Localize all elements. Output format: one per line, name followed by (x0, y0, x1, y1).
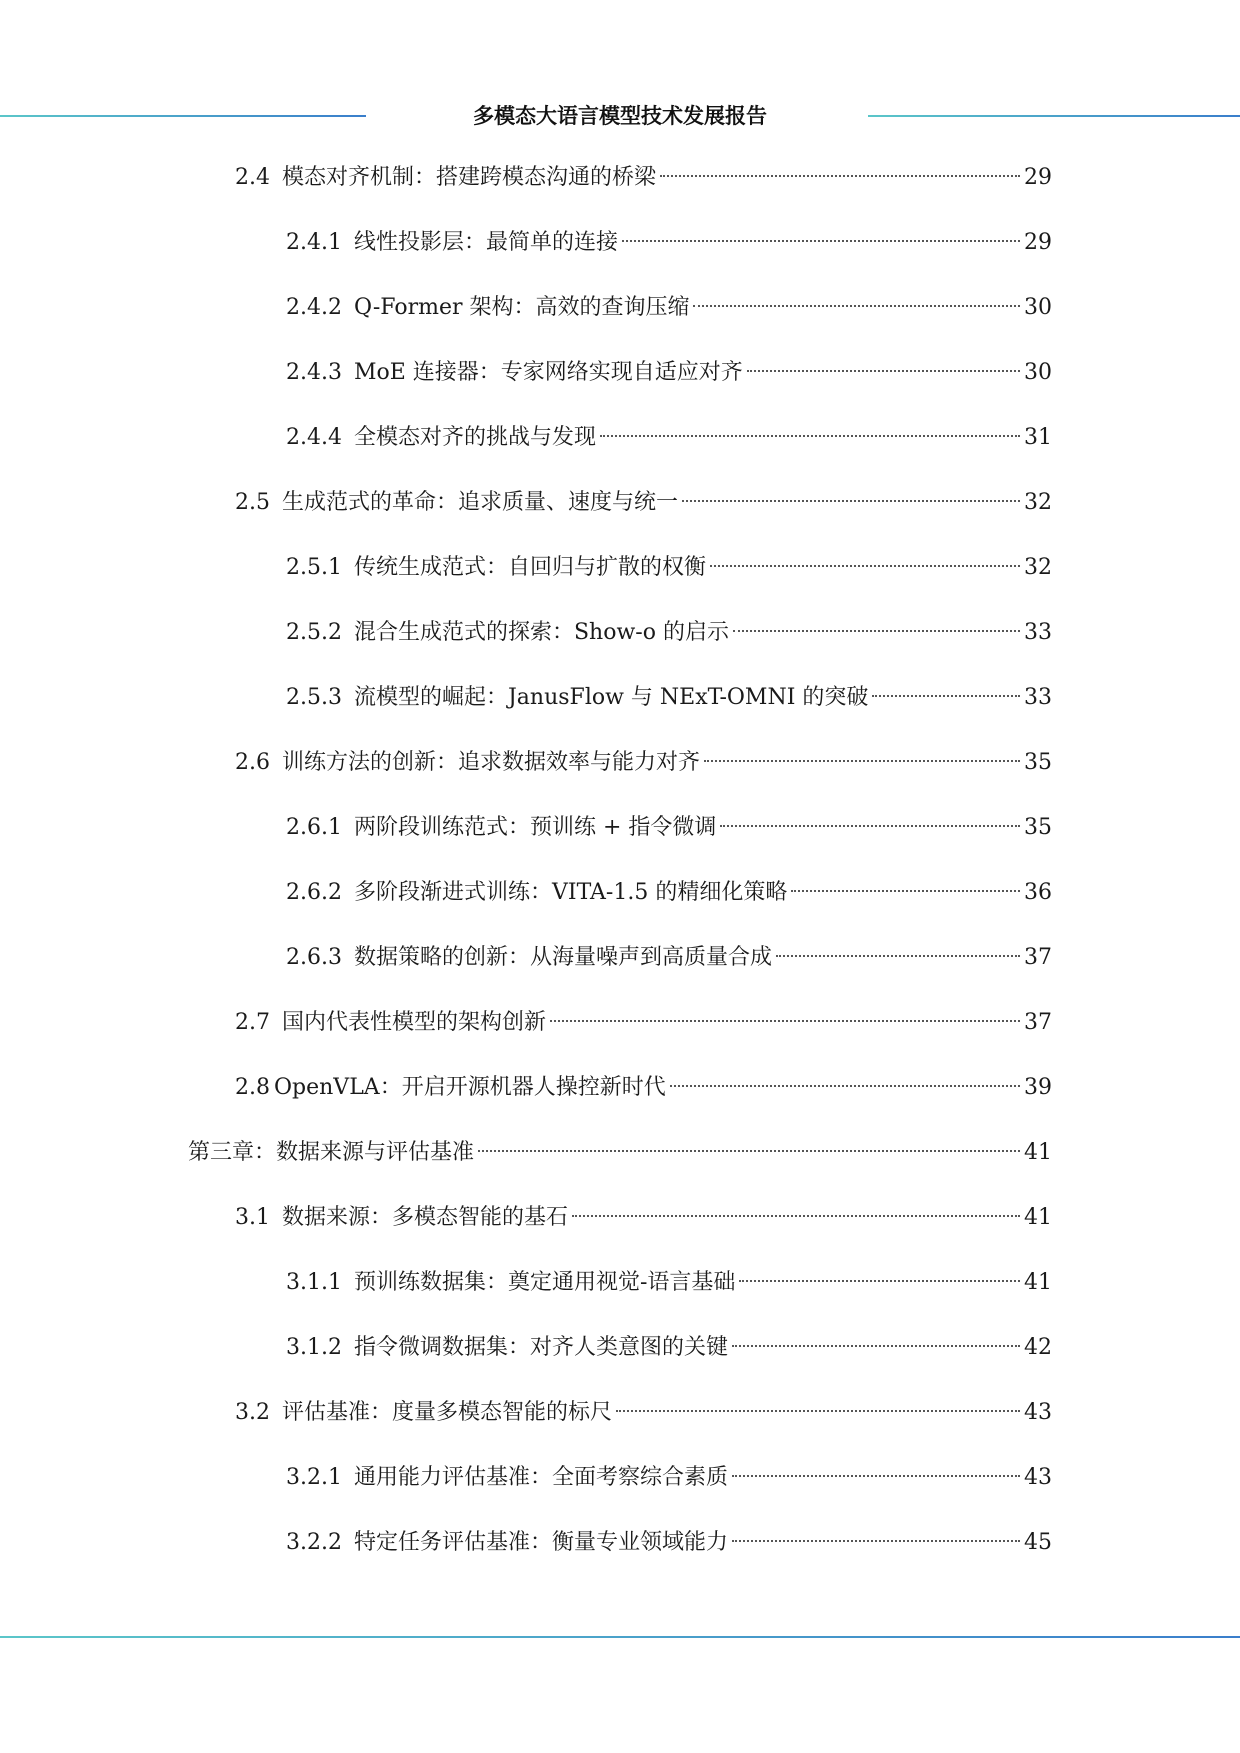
toc-entry[interactable] (286, 1267, 1052, 1299)
toc-entry-page: 43 (1024, 1400, 1052, 1425)
toc-leader-dots (739, 1280, 1020, 1282)
toc-entry[interactable] (235, 1397, 1052, 1429)
toc-entry-page: 39 (1024, 1075, 1052, 1100)
toc-entry-title: 模态对齐机制：搭建跨模态沟通的桥梁 (282, 165, 657, 190)
toc-entry-title: 国内代表性模型的架构创新 (282, 1010, 547, 1035)
toc-entry-number: 2.4.2 (286, 295, 342, 320)
toc-entry-title: 数据来源：多模态智能的基石 (282, 1205, 569, 1230)
toc-entry-page: 32 (1024, 490, 1052, 515)
toc-leader-dots (622, 240, 1020, 242)
toc-leader-dots (670, 1085, 1020, 1087)
toc-entry-title: 第三章：数据来源与评估基准 (188, 1140, 475, 1165)
toc-leader-dots (704, 760, 1020, 762)
toc-leader-dots (776, 955, 1020, 957)
toc-entry-number: 2.6.3 (286, 945, 342, 970)
toc-entry[interactable] (235, 1072, 1052, 1104)
toc-leader-dots (733, 630, 1020, 632)
toc-entry-title: 混合生成范式的探索：Show-o 的启示 (353, 620, 729, 645)
toc-entry-title: OpenVLA：开启开源机器人操控新时代 (274, 1075, 666, 1100)
footer-rule (0, 1636, 1240, 1638)
toc-leader-dots (693, 305, 1020, 307)
toc-entry-page: 43 (1024, 1465, 1052, 1490)
toc-entry-number: 3.1.1 (286, 1270, 342, 1295)
toc-entry[interactable] (286, 942, 1052, 974)
toc-entry[interactable] (286, 227, 1052, 259)
toc-entry-page: 29 (1024, 230, 1052, 255)
toc-entry-number: 2.7 (235, 1010, 270, 1035)
toc-entry-title: 全模态对齐的挑战与发现 (353, 425, 596, 450)
toc-entry-title: Q-Former 架构：高效的查询压缩 (353, 295, 690, 320)
header-rule-right (868, 115, 1240, 117)
toc-entry-number: 2.8 (235, 1075, 270, 1100)
toc-entry-number: 2.6.2 (286, 880, 342, 905)
toc-entry[interactable] (286, 812, 1052, 844)
toc-entry[interactable] (286, 1527, 1052, 1559)
toc-entry-number: 2.4.3 (286, 360, 342, 385)
toc-entry-title: 评估基准：度量多模态智能的标尺 (282, 1400, 613, 1425)
toc-entry-page: 33 (1024, 685, 1052, 710)
toc-leader-dots (732, 1475, 1020, 1477)
toc-entry-number: 3.2.2 (286, 1530, 342, 1555)
toc-entry[interactable] (286, 357, 1052, 389)
toc-entry-number: 3.1.2 (286, 1335, 342, 1360)
toc-entry-page: 33 (1024, 620, 1052, 645)
toc-entry-number: 2.5.2 (286, 620, 342, 645)
toc-leader-dots (732, 1540, 1020, 1542)
toc-entry-title: 特定任务评估基准：衡量专业领域能力 (353, 1530, 728, 1555)
toc-entry-number: 2.4 (235, 165, 270, 190)
toc-entry-page: 41 (1024, 1270, 1052, 1295)
toc-entry[interactable] (286, 617, 1052, 649)
toc-entry-page: 29 (1024, 165, 1052, 190)
toc-entry-chapter[interactable] (188, 1137, 1052, 1169)
toc-entry-page: 35 (1024, 750, 1052, 775)
toc-entry[interactable] (235, 1202, 1052, 1234)
toc-entry-number: 3.1 (235, 1205, 270, 1230)
toc-entry-page: 36 (1024, 880, 1052, 905)
toc-entry-page: 35 (1024, 815, 1052, 840)
toc-entry-title: 多阶段渐进式训练：VITA-1.5 的精细化策略 (353, 880, 788, 905)
toc-entry-page: 32 (1024, 555, 1052, 580)
toc-entry[interactable] (286, 682, 1052, 714)
toc-leader-dots (572, 1215, 1020, 1217)
toc-entry-number: 2.5 (235, 490, 270, 515)
toc-entry-number: 2.4.4 (286, 425, 342, 450)
toc-entry-page: 42 (1024, 1335, 1052, 1360)
toc-entry[interactable] (286, 292, 1052, 324)
toc-entry-page: 45 (1024, 1530, 1052, 1555)
toc-entry-number: 3.2 (235, 1400, 270, 1425)
toc-entry-page: 30 (1024, 360, 1052, 385)
toc-entry-page: 41 (1024, 1205, 1052, 1230)
toc-entry-title: 传统生成范式：自回归与扩散的权衡 (353, 555, 706, 580)
toc-leader-dots (791, 890, 1020, 892)
toc-entry-title: 生成范式的革命：追求质量、速度与统一 (282, 490, 679, 515)
page-title: 多模态大语言模型技术发展报告 (473, 104, 767, 128)
toc-entry-title: 两阶段训练范式：预训练 + 指令微调 (353, 815, 717, 840)
toc-entry-page: 31 (1024, 425, 1052, 450)
toc-entry-page: 41 (1024, 1140, 1052, 1165)
toc-leader-dots (600, 435, 1020, 437)
toc-entry-title: 训练方法的创新：追求数据效率与能力对齐 (282, 750, 701, 775)
toc-entry[interactable] (235, 487, 1052, 519)
toc-entry[interactable] (286, 1332, 1052, 1364)
toc-leader-dots (550, 1020, 1020, 1022)
toc-leader-dots (660, 175, 1020, 177)
toc-entry-number: 2.4.1 (286, 230, 342, 255)
toc-leader-dots (710, 565, 1020, 567)
toc-leader-dots (616, 1410, 1020, 1412)
toc-entry-page: 37 (1024, 1010, 1052, 1035)
toc-leader-dots (747, 370, 1020, 372)
toc-entry-number: 2.6 (235, 750, 270, 775)
toc-entry-number: 2.5.3 (286, 685, 342, 710)
toc-leader-dots (732, 1345, 1020, 1347)
toc-leader-dots (478, 1150, 1020, 1152)
toc-entry-title: 线性投影层：最简单的连接 (353, 230, 618, 255)
toc-entry-title: 指令微调数据集：对齐人类意图的关键 (353, 1335, 728, 1360)
toc-entry[interactable] (286, 422, 1052, 454)
toc-entry-number: 3.2.1 (286, 1465, 342, 1490)
toc-entry-title: 通用能力评估基准：全面考察综合素质 (353, 1465, 728, 1490)
toc-leader-dots (720, 825, 1020, 827)
toc-entry[interactable] (286, 552, 1052, 584)
toc-entry-number: 2.6.1 (286, 815, 342, 840)
toc-entry-number: 2.5.1 (286, 555, 342, 580)
toc-entry[interactable] (286, 1462, 1052, 1494)
toc-entry[interactable] (235, 747, 1052, 779)
toc-entry[interactable] (235, 162, 1052, 194)
toc-entry-page: 37 (1024, 945, 1052, 970)
toc-entry-title: 预训练数据集：奠定通用视觉-语言基础 (353, 1270, 736, 1295)
toc-entry[interactable] (235, 1007, 1052, 1039)
toc-entry-title: 数据策略的创新：从海量噪声到高质量合成 (353, 945, 772, 970)
toc-entry-page: 30 (1024, 295, 1052, 320)
toc-leader-dots (872, 695, 1020, 697)
toc-entry-title: 流模型的崛起：JanusFlow 与 NExT-OMNI 的突破 (353, 685, 869, 710)
toc-entry-title: MoE 连接器：专家网络实现自适应对齐 (353, 360, 743, 385)
toc-entry[interactable] (286, 877, 1052, 909)
toc-leader-dots (682, 500, 1020, 502)
